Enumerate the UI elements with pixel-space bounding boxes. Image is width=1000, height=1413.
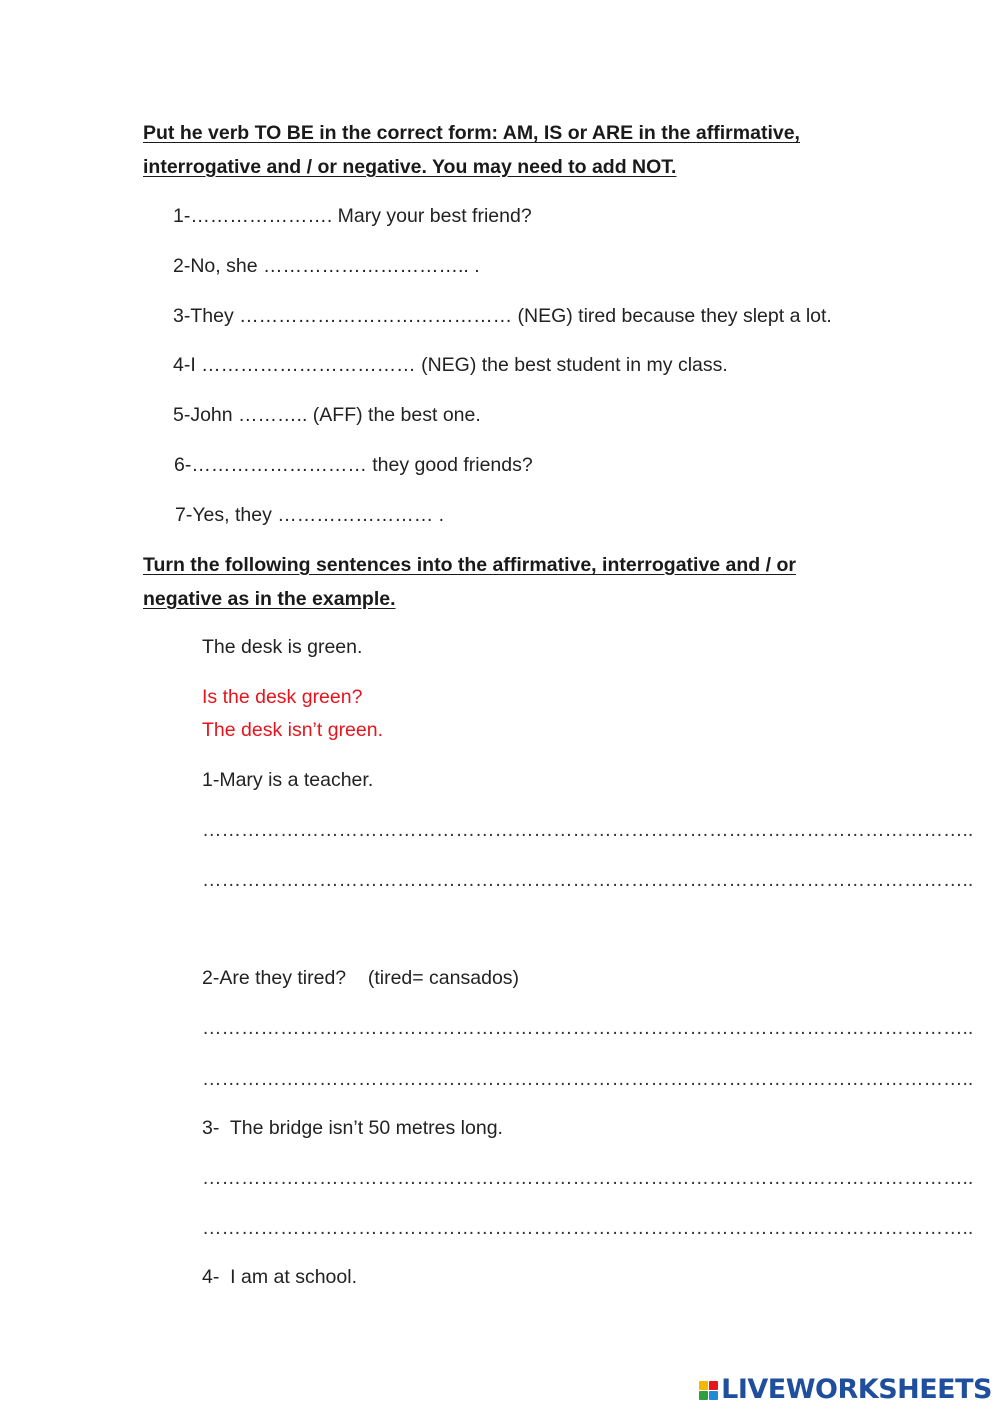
answer-line: ……………………………………………………………………………………………………….. bbox=[202, 1068, 974, 1090]
answer-line: ……………………………………………………………………………………………………….. bbox=[202, 819, 974, 841]
instruction-2-line-1: Turn the following sentences into the affirmative, interrogative and / or bbox=[143, 554, 796, 576]
instruction-2-line-2: negative as in the example. bbox=[143, 588, 396, 610]
exercise-1-item-2: 2-No, she ………………………….. . bbox=[173, 255, 480, 277]
exercise-1-item-5: 5-John ……….. (AFF) the best one. bbox=[173, 404, 481, 426]
answer-line: ……………………………………………………………………………………………………….. bbox=[202, 1017, 974, 1039]
example-sentence: The desk is green. bbox=[202, 636, 363, 658]
exercise-1-item-3: 3-They …………………………………… (NEG) tired because they slept a lot. bbox=[173, 305, 832, 327]
exercise-2-item-2: 2-Are they tired? (tired= cansados) bbox=[202, 967, 520, 989]
instruction-1-line-1: Put he verb TO BE in the correct form: AM, IS or ARE in the affirmative, bbox=[143, 122, 800, 144]
liveworksheets-logo-text: LIVEWORKSHEETS bbox=[721, 1374, 992, 1405]
example-answer-interrogative: Is the desk green? bbox=[202, 686, 363, 708]
instruction-1-line-2: interrogative and / or negative. You may need to add NOT. bbox=[143, 156, 677, 178]
exercise-1-item-1: 1-…………………. Mary your best friend? bbox=[173, 205, 532, 227]
answer-line: ……………………………………………………………………………………………………….. bbox=[202, 1167, 974, 1189]
liveworksheets-logo-icon bbox=[699, 1381, 718, 1400]
answer-line: ……………………………………………………………………………………………………….. bbox=[202, 869, 974, 891]
example-answer-negative: The desk isn’t green. bbox=[202, 719, 384, 741]
exercise-2-item-1: 1-Mary is a teacher. bbox=[202, 769, 374, 791]
exercise-1-item-7: 7-Yes, they …………………… . bbox=[175, 504, 445, 526]
exercise-2-item-3: 3- The bridge isn’t 50 metres long. bbox=[202, 1117, 503, 1139]
answer-line: ……………………………………………………………………………………………………….. bbox=[202, 1217, 974, 1239]
liveworksheets-logo bbox=[699, 1375, 992, 1405]
exercise-1-item-6: 6-……………………… they good friends? bbox=[174, 454, 533, 476]
exercise-2-item-4: 4- I am at school. bbox=[202, 1266, 357, 1288]
exercise-1-item-4: 4-I …………………………… (NEG) the best student in my class. bbox=[173, 354, 728, 376]
